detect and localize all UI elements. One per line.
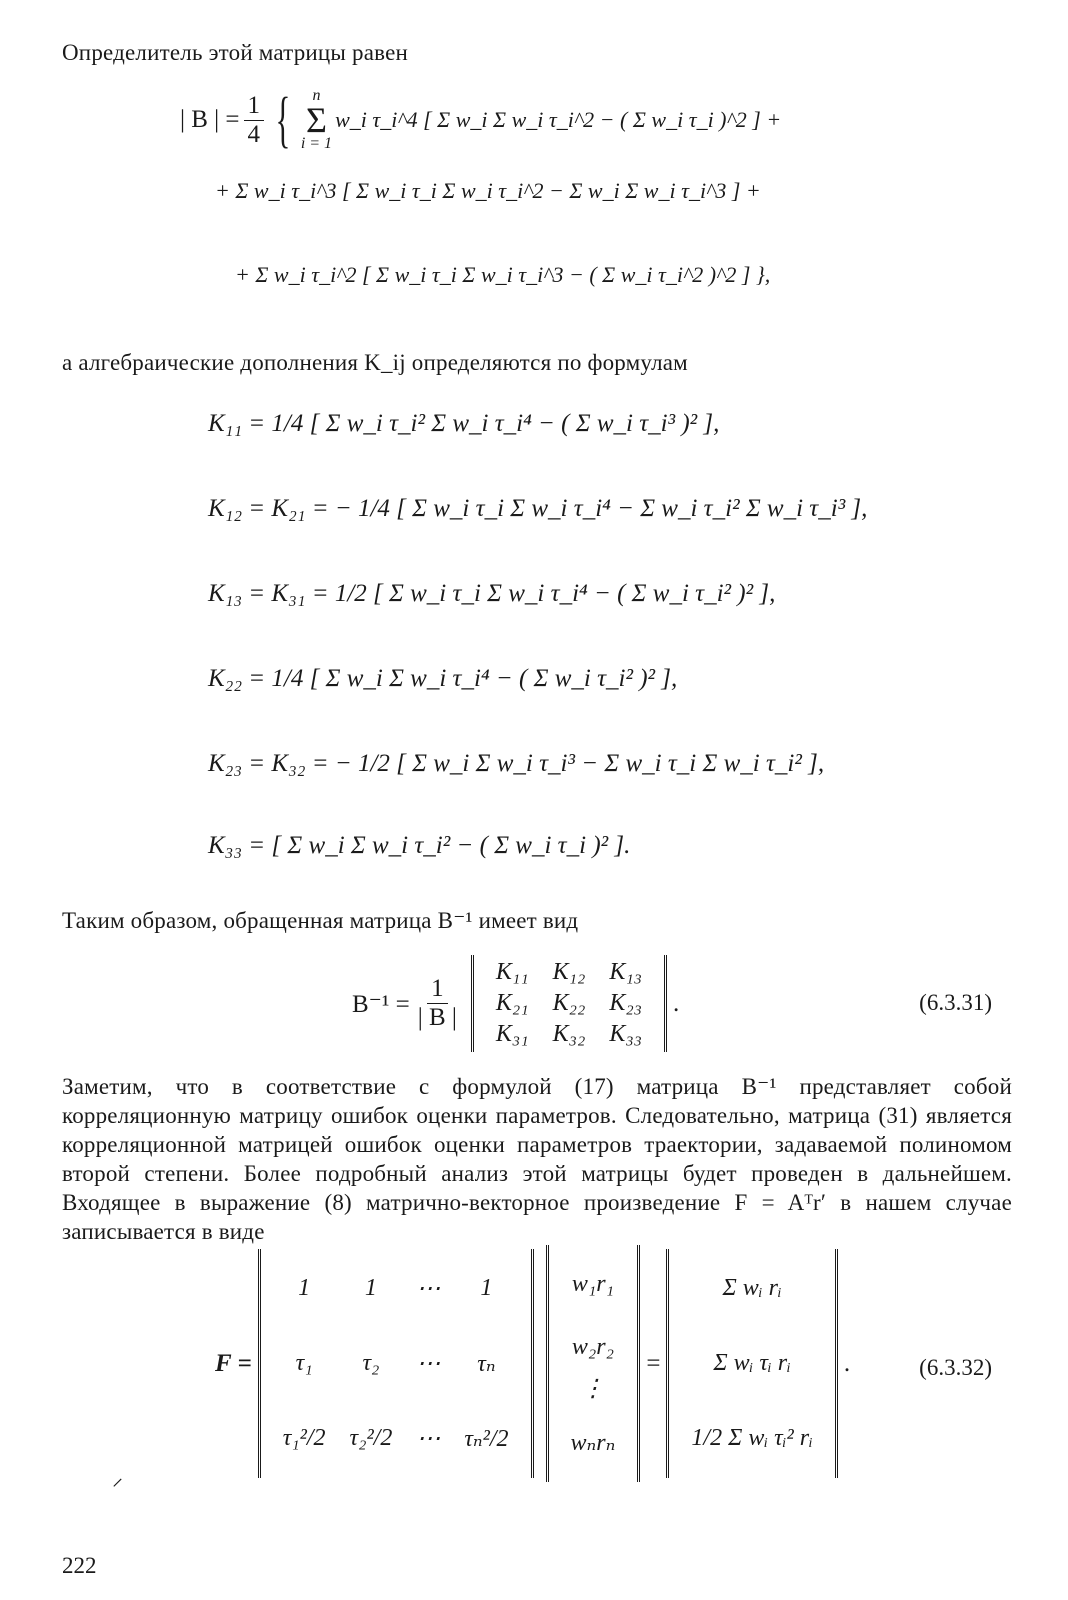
matrix-cell: K₃₁ <box>495 1021 529 1047</box>
matrix-cell: 1 <box>364 1275 377 1301</box>
inverse-eq-numerator: 1 <box>427 975 448 1004</box>
vector-cell: w₂r₂ <box>571 1333 614 1360</box>
matrix-cell: K₃₂ <box>552 1021 586 1047</box>
matrix-cell: 1 <box>298 1275 311 1301</box>
f-label: F = <box>215 1349 252 1377</box>
matrix-cell: K₂₃ <box>609 990 643 1016</box>
matrix-cell: ⋯ <box>416 1426 441 1452</box>
inverse-eq-denominator: | B | <box>417 1004 457 1031</box>
matrix-cell: ⋯ <box>416 1276 441 1302</box>
matrix-cell: τₙ <box>477 1351 496 1377</box>
matrix-cell: ⋯ <box>416 1351 441 1377</box>
ink-mark: ⸝ <box>112 1465 124 1490</box>
vector-cell: Σ wᵢ rᵢ <box>722 1275 782 1301</box>
matrix-cell: 1 <box>480 1275 493 1301</box>
result-vector <box>666 1249 837 1478</box>
matrix-cell: K₁₃ <box>609 959 643 985</box>
vector-cell: wₙrₙ <box>570 1430 616 1456</box>
det-line2-text: + Σ w_i τ_i^3 [ Σ w_i τ_i Σ w_i τ_i^2 − Σ w_i Σ w_i τ_i^3 ] + <box>215 178 761 203</box>
vector-cell: 1/2 Σ wᵢ τᵢ² rᵢ <box>691 1425 813 1451</box>
matrix-cell: τ₁ <box>295 1350 313 1376</box>
intro-text: Определитель этой матрицы равен <box>62 40 408 65</box>
determinant-line-2 <box>215 178 761 204</box>
k12-formula: K₁₂ = K₂₁ = − 1/4 [ Σ w_i τ_i Σ w_i τ_i⁴ − Σ w_i τ_i² Σ w_i τ_i³ ], <box>208 495 868 522</box>
matrix-cell: τ₁²/2 <box>282 1425 326 1451</box>
matrix-cell: τₙ²/2 <box>464 1426 509 1452</box>
determinant-line-1: | B | = $\frac{1}{4}$ { n Σ i = 1 w_i τ_i^4 [ Σ w_i Σ w_i τ_i^2 − ( Σ w_i τ_i )^2 ] + <box>180 86 782 154</box>
f-equation: F = 1 1 ⋯ 1 τ₁ τ₂ ⋯ τₙ τ₁²/2 τ₂²/2 ⋯ τₙ²/2 w₁r₁ w₂r₂ ⋮ wₙrₙ = Σ wᵢ rᵢ Σ wᵢ τᵢ rᵢ 1/2 Σ wᵢ τᵢ² rᵢ . <box>215 1245 850 1482</box>
matrix-cell: K₂₁ <box>495 990 529 1016</box>
main-paragraph: Заметим, что в соответствие с формулой (17) матрица B⁻¹ представляет собой корреляционную матрицу ошибок оценки параметров. Следовательно, матрица (31) является корреляционной матрицей ошибок оценки параметров траектории, задаваемой полиномом второй степени. Более подробный анализ этой матрицы будет проведен в дальнейшем. Входящее в выражение (8) матрично-векторное произведение F = Aᵀr′ в нашем случае записывается в виде <box>62 1074 1012 1244</box>
k33-formula: K₃₃ = [ Σ w_i Σ w_i τ_i² − ( Σ w_i τ_i )² ]. <box>208 832 631 859</box>
equation-number-32: (6.3.32) <box>919 1355 992 1380</box>
inverse-text: Таким образом, обращенная матрица B⁻¹ имеет вид <box>62 908 579 933</box>
determinant-line-3 <box>235 262 770 288</box>
inverse-matrix <box>471 955 667 1052</box>
a-transpose-matrix <box>258 1249 534 1478</box>
matrix-cell: τ₂ <box>362 1350 380 1376</box>
equation-number-31: (6.3.31) <box>919 990 992 1015</box>
matrix-cell: τ₂²/2 <box>349 1425 393 1451</box>
matrix-cell: K₁₂ <box>552 959 586 985</box>
weighted-vector <box>546 1245 641 1482</box>
k23-formula: K₂₃ = K₃₂ = − 1/2 [ Σ w_i Σ w_i τ_i³ − Σ w_i τ_i Σ w_i τ_i² ], <box>208 750 825 777</box>
vector-cell: w₁r₁ <box>571 1271 614 1297</box>
matrix-cell: K₂₂ <box>552 990 586 1016</box>
vector-cell: Σ wᵢ τᵢ rᵢ <box>713 1350 791 1376</box>
k11-formula: K₁₁ = 1/4 [ Σ w_i τ_i² Σ w_i τ_i⁴ − ( Σ w_i τ_i³ )² ], <box>208 410 720 437</box>
cofactor-text: а алгебраические дополнения K_ij определяются по формулам <box>62 350 688 375</box>
k22-formula: K₂₂ = 1/4 [ Σ w_i Σ w_i τ_i⁴ − ( Σ w_i τ_i² )² ], <box>208 665 678 692</box>
matrix-cell: K₁₁ <box>495 959 529 985</box>
det-line3-text: + Σ w_i τ_i^2 [ Σ w_i τ_i Σ w_i τ_i^3 − ( Σ w_i τ_i^2 )^2 ] }, <box>235 262 771 287</box>
det-line1-text: w_i τ_i^4 [ Σ w_i Σ w_i τ_i^2 − ( Σ w_i τ_i )^2 ] + <box>335 107 782 132</box>
matrix-cell: K₃₃ <box>609 1021 643 1047</box>
inverse-eq-label: B⁻¹ = <box>352 990 410 1018</box>
vector-cell: ⋮ <box>580 1376 605 1402</box>
inverse-equation: B⁻¹ = $\frac{1}{| B |}$ K₁₁ K₁₂ K₁₃ K₂₁ K₂₂ K₂₃ K₃₁ K₃₂ K₃₃ . <box>352 955 679 1052</box>
page-number: 222 <box>62 1553 97 1578</box>
k13-formula: K₁₃ = K₃₁ = 1/2 [ Σ w_i τ_i Σ w_i τ_i⁴ − ( Σ w_i τ_i² )² ], <box>208 580 776 607</box>
